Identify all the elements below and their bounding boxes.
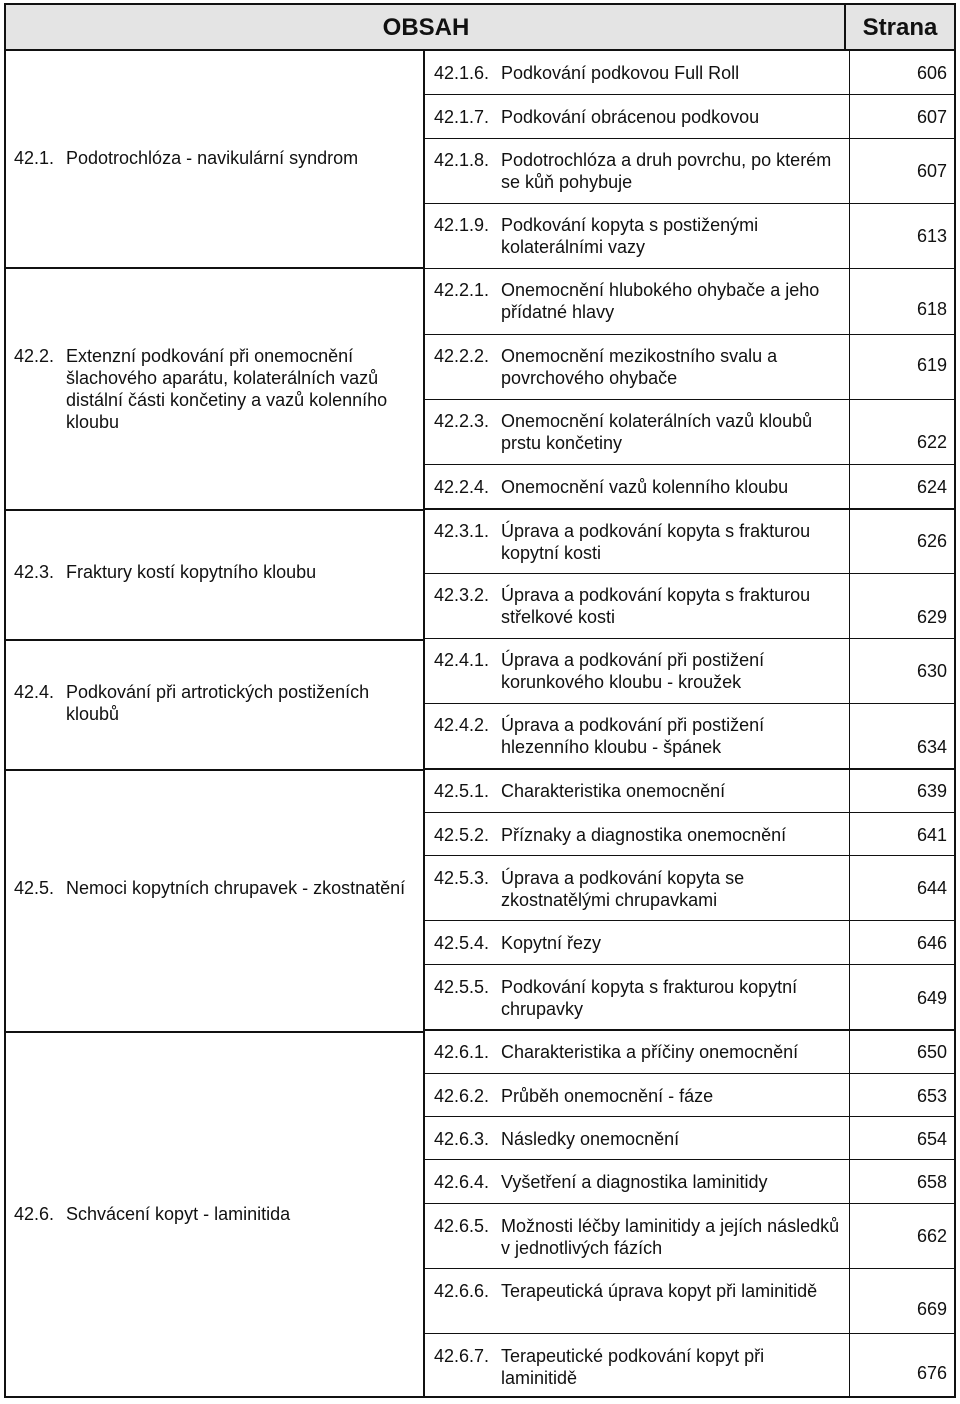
entry-title: Úprava a podkování kopyta se zkostnatělými chrupavkami	[501, 868, 745, 910]
page-divider	[849, 920, 850, 964]
entry-number: 42.4.2.	[434, 715, 490, 735]
toc-entry[interactable]	[425, 1333, 954, 1398]
entry-title: Kopytní řezy	[501, 933, 602, 953]
entry-title: Charakteristika onemocnění	[501, 781, 726, 801]
section-block	[6, 511, 423, 641]
section-title: Extenzní podkování při onemocnění šlachového aparátu, kolaterálních vazů distální části končetiny a vazů kolenního kloubu	[66, 346, 388, 432]
entry-page-number: 669	[916, 1299, 947, 1319]
entry-title: Následky onemocnění	[501, 1129, 680, 1149]
toc-entry[interactable]	[425, 94, 954, 139]
toc-entry[interactable]	[425, 768, 954, 813]
toc-entry[interactable]	[425, 703, 954, 770]
section-title: Fraktury kostí kopytního kloubu	[66, 562, 317, 582]
page-divider	[849, 1159, 850, 1203]
page-divider	[849, 1203, 850, 1268]
toc-entry[interactable]	[425, 508, 954, 574]
entry-title: Podkování kopyta s frakturou kopytní chrupavky	[501, 977, 798, 1019]
section-column	[4, 51, 425, 1398]
entry-number: 42.3.1.	[434, 521, 490, 541]
section-heading[interactable]	[14, 1203, 411, 1225]
entry-title: Charakteristika a příčiny onemocnění	[501, 1042, 799, 1062]
page-divider	[849, 855, 850, 920]
entry-number: 42.2.2.	[434, 346, 490, 366]
entry-title: Úprava a podkování kopyta s frakturou kopytní kosti	[501, 521, 811, 563]
entry-number: 42.5.5.	[434, 977, 490, 997]
toc-entry[interactable]	[425, 464, 954, 510]
page-divider	[849, 268, 850, 334]
section-title: Nemoci kopytních chrupavek - zkostnatění	[66, 878, 406, 898]
page-divider	[849, 638, 850, 703]
entry-title: Terapeutické podkování kopyt při laminitidě	[501, 1346, 765, 1388]
page-divider	[849, 1029, 850, 1073]
entry-number: 42.1.6.	[434, 63, 490, 83]
page-divider	[849, 573, 850, 638]
page-divider	[849, 508, 850, 573]
entry-page-number: 654	[916, 1129, 947, 1149]
section-number: 42.1.	[14, 148, 55, 168]
page-divider	[849, 703, 850, 768]
section-block	[6, 1033, 423, 1398]
entry-number: 42.6.7.	[434, 1346, 490, 1366]
entry-number: 42.6.3.	[434, 1129, 490, 1149]
entry-number: 42.1.9.	[434, 215, 490, 235]
section-number: 42.2.	[14, 346, 55, 366]
entry-page-number: 629	[916, 607, 947, 627]
entry-number: 42.3.2.	[434, 585, 490, 605]
toc-entry[interactable]	[425, 138, 954, 204]
entry-number: 42.2.4.	[434, 477, 490, 497]
page-divider	[849, 51, 850, 94]
toc-entry[interactable]	[425, 334, 954, 400]
section-heading[interactable]	[14, 345, 411, 433]
table-of-contents	[4, 3, 956, 1398]
section-number: 42.5.	[14, 878, 55, 898]
entry-page-number: 607	[916, 161, 947, 181]
toc-entry[interactable]	[425, 964, 954, 1031]
section-block	[6, 771, 423, 1033]
toc-title: OBSAH	[382, 14, 470, 41]
page-divider	[849, 203, 850, 268]
toc-entry[interactable]	[425, 51, 954, 95]
entries-column	[423, 51, 956, 1398]
entry-page-number: 626	[916, 531, 947, 551]
section-title: Podotrochlóza - navikulární syndrom	[66, 148, 359, 168]
entry-number: 42.5.2.	[434, 825, 490, 845]
entry-number: 42.6.4.	[434, 1172, 490, 1192]
toc-entry[interactable]	[425, 920, 954, 965]
section-block	[6, 51, 423, 269]
section-title: Schvácení kopyt - laminitida	[66, 1204, 291, 1224]
entry-number: 42.2.1.	[434, 280, 490, 300]
entry-number: 42.6.2.	[434, 1086, 490, 1106]
page-divider	[849, 464, 850, 508]
page-divider	[849, 1268, 850, 1333]
entry-number: 42.5.1.	[434, 781, 490, 801]
entry-title: Možnosti léčby laminitidy a jejích následků v jednotlivých fázích	[501, 1216, 840, 1258]
toc-entry[interactable]	[425, 203, 954, 269]
entry-page-number: 624	[916, 477, 947, 497]
entry-number: 42.6.1.	[434, 1042, 490, 1062]
entry-page-number: 646	[916, 933, 947, 953]
toc-header	[4, 3, 956, 51]
toc-entry[interactable]	[425, 573, 954, 639]
entry-page-number: 630	[916, 661, 947, 681]
entry-title: Podkování obrácenou podkovou	[501, 107, 760, 127]
page-divider	[849, 399, 850, 464]
section-block	[6, 641, 423, 771]
entry-page-number: 618	[916, 299, 947, 319]
toc-entry[interactable]	[425, 1073, 954, 1117]
section-number: 42.3.	[14, 562, 55, 582]
entry-title: Úprava a podkování kopyta s frakturou střelkové kosti	[501, 585, 811, 627]
entry-title: Onemocnění hlubokého ohybače a jeho přídatné hlavy	[501, 280, 820, 322]
toc-entry[interactable]	[425, 1029, 954, 1074]
entry-page-number: 622	[916, 432, 947, 452]
entry-page-number: 644	[916, 878, 947, 898]
entry-number: 42.6.6.	[434, 1281, 490, 1301]
entry-number: 42.1.8.	[434, 150, 490, 170]
entry-title: Onemocnění vazů kolenního kloubu	[501, 477, 789, 497]
entry-page-number: 634	[916, 737, 947, 757]
entry-title: Průběh onemocnění - fáze	[501, 1086, 714, 1106]
entry-page-number: 676	[916, 1363, 947, 1383]
toc-entry[interactable]	[425, 1268, 954, 1334]
page-divider	[849, 1333, 850, 1398]
page-divider	[849, 94, 850, 138]
toc-entry[interactable]	[425, 268, 954, 335]
entry-page-number: 639	[916, 781, 947, 801]
entry-title: Podkování podkovou Full Roll	[501, 63, 740, 83]
entry-number: 42.5.3.	[434, 868, 490, 888]
page-divider	[849, 1116, 850, 1159]
page-divider	[849, 812, 850, 855]
page-divider	[849, 768, 850, 812]
entry-title: Příznaky a diagnostika onemocnění	[501, 825, 787, 845]
page-divider	[849, 138, 850, 203]
entry-title: Onemocnění kolaterálních vazů kloubů prstu končetiny	[501, 411, 813, 453]
entry-number: 42.6.5.	[434, 1216, 490, 1236]
entry-page-number: 658	[916, 1172, 947, 1192]
toc-entry[interactable]	[425, 638, 954, 704]
entry-page-number: 607	[916, 107, 947, 127]
entry-title: Vyšetření a diagnostika laminitidy	[501, 1172, 768, 1192]
entry-number: 42.2.3.	[434, 411, 490, 431]
entry-title: Terapeutická úprava kopyt při laminitidě	[501, 1281, 818, 1301]
entry-page-number: 650	[916, 1042, 947, 1062]
section-heading[interactable]	[14, 147, 411, 169]
entry-title: Onemocnění mezikostního svalu a povrchového ohybače	[501, 346, 778, 388]
toc-entry[interactable]	[425, 1159, 954, 1204]
entry-page-number: 619	[916, 355, 947, 375]
toc-entry[interactable]	[425, 855, 954, 921]
section-number: 42.6.	[14, 1204, 55, 1224]
entry-page-number: 653	[916, 1086, 947, 1106]
entry-number: 42.5.4.	[434, 933, 490, 953]
toc-entry[interactable]	[425, 812, 954, 856]
entry-page-number: 641	[916, 825, 947, 845]
toc-entry[interactable]	[425, 1203, 954, 1269]
entry-number: 42.4.1.	[434, 650, 490, 670]
entry-page-number: 662	[916, 1226, 947, 1246]
section-heading[interactable]	[14, 561, 411, 583]
entry-number: 42.1.7.	[434, 107, 490, 127]
page-column-heading: Strana	[862, 14, 938, 41]
entry-title: Podkování kopyta s postiženými kolaterálními vazy	[501, 215, 759, 257]
page-divider	[849, 1073, 850, 1116]
entry-title: Úprava a podkování při postižení korunkového kloubu - kroužek	[501, 650, 765, 692]
entry-title: Úprava a podkování při postižení hlezenního kloubu - špánek	[501, 715, 765, 757]
page-divider	[849, 964, 850, 1029]
entry-title: Podotrochlóza a druh povrchu, po kterém se kůň pohybuje	[501, 150, 832, 192]
toc-entry[interactable]	[425, 399, 954, 465]
entry-page-number: 649	[916, 988, 947, 1008]
section-heading[interactable]	[14, 877, 411, 899]
page-divider	[849, 334, 850, 399]
entry-page-number: 613	[916, 226, 947, 246]
section-heading[interactable]	[14, 681, 411, 725]
toc-entry[interactable]	[425, 1116, 954, 1160]
entry-page-number: 606	[916, 63, 947, 83]
section-block	[6, 269, 423, 511]
section-title: Podkování při artrotických postiženích kloubů	[66, 682, 370, 724]
section-number: 42.4.	[14, 682, 55, 702]
